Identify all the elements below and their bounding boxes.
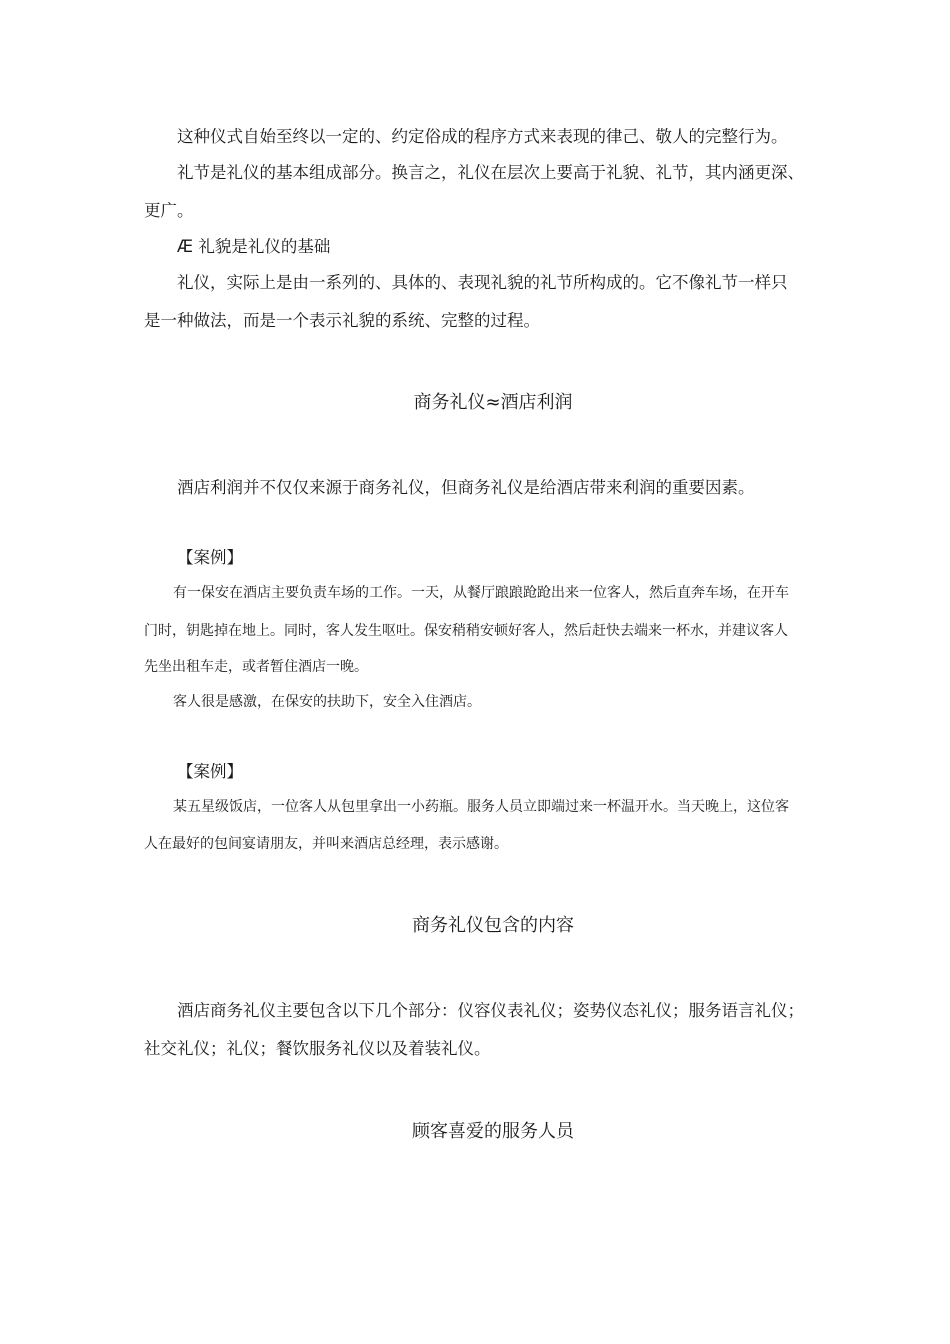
section2-line-2: 社交礼仪；礼仪；餐饮服务礼仪以及着装礼仪。 (144, 1039, 491, 1058)
case1-line-2: 门时，钥匙掉在地上。同时，客人发生呕吐。保安稍稍安顿好客人，然后赶快去端来一杯水，并建议客人 (144, 623, 788, 639)
section1-paragraph: 酒店利润并不仅仅来源于商务礼仪，但商务礼仪是给酒店带来利润的重要因素。 (177, 478, 755, 497)
case2-line-1: 某五星级饭店，一位客人从包里拿出一小药瓶。服务人员立即端过来一杯温开水。当天晚上，这位客 (173, 799, 789, 815)
section-heading-profit: 商务礼仪≈酒店利润 (413, 392, 573, 413)
intro-paragraph-2-line-2: 更广。 (144, 201, 194, 220)
section-heading-content: 商务礼仪包含的内容 (412, 915, 574, 936)
case-label-2: 【案例】 (177, 762, 243, 781)
case1-line-4: 客人很是感激，在保安的扶助下，安全入住酒店。 (173, 694, 481, 710)
section-heading-staff: 顾客喜爱的服务人员 (412, 1121, 574, 1142)
case-label-1: 【案例】 (177, 548, 243, 567)
intro-paragraph-2-line-1: 礼节是礼仪的基本组成部分。换言之，礼仪在层次上要高于礼貌、礼节，其内涵更深、 (177, 163, 804, 182)
case1-line-3: 先坐出租车走，或者暂住酒店一晚。 (144, 659, 368, 675)
case2-line-2: 人在最好的包间宴请朋友，并叫来酒店总经理，表示感谢。 (144, 836, 508, 852)
intro-paragraph-3-line-1: 礼仪，实际上是由一系列的、具体的、表现礼貌的礼节所构成的。它不像礼节一样只 (177, 273, 788, 292)
case1-line-1: 有一保安在酒店主要负责车场的工作。一天，从餐厅踉踉跄跄出来一位客人，然后直奔车场，在开车 (173, 585, 789, 601)
intro-paragraph-1: 这种仪式自始至终以一定的、约定俗成的程序方式来表现的律己、敬人的完整行为。 (177, 127, 788, 146)
bullet-point: Æ 礼貌是礼仪的基础 (177, 237, 331, 256)
intro-paragraph-3-line-2: 是一种做法，而是一个表示礼貌的系统、完整的过程。 (144, 311, 540, 330)
section2-line-1: 酒店商务礼仪主要包含以下几个部分：仪容仪表礼仪；姿势仪态礼仪；服务语言礼仪； (177, 1001, 804, 1020)
